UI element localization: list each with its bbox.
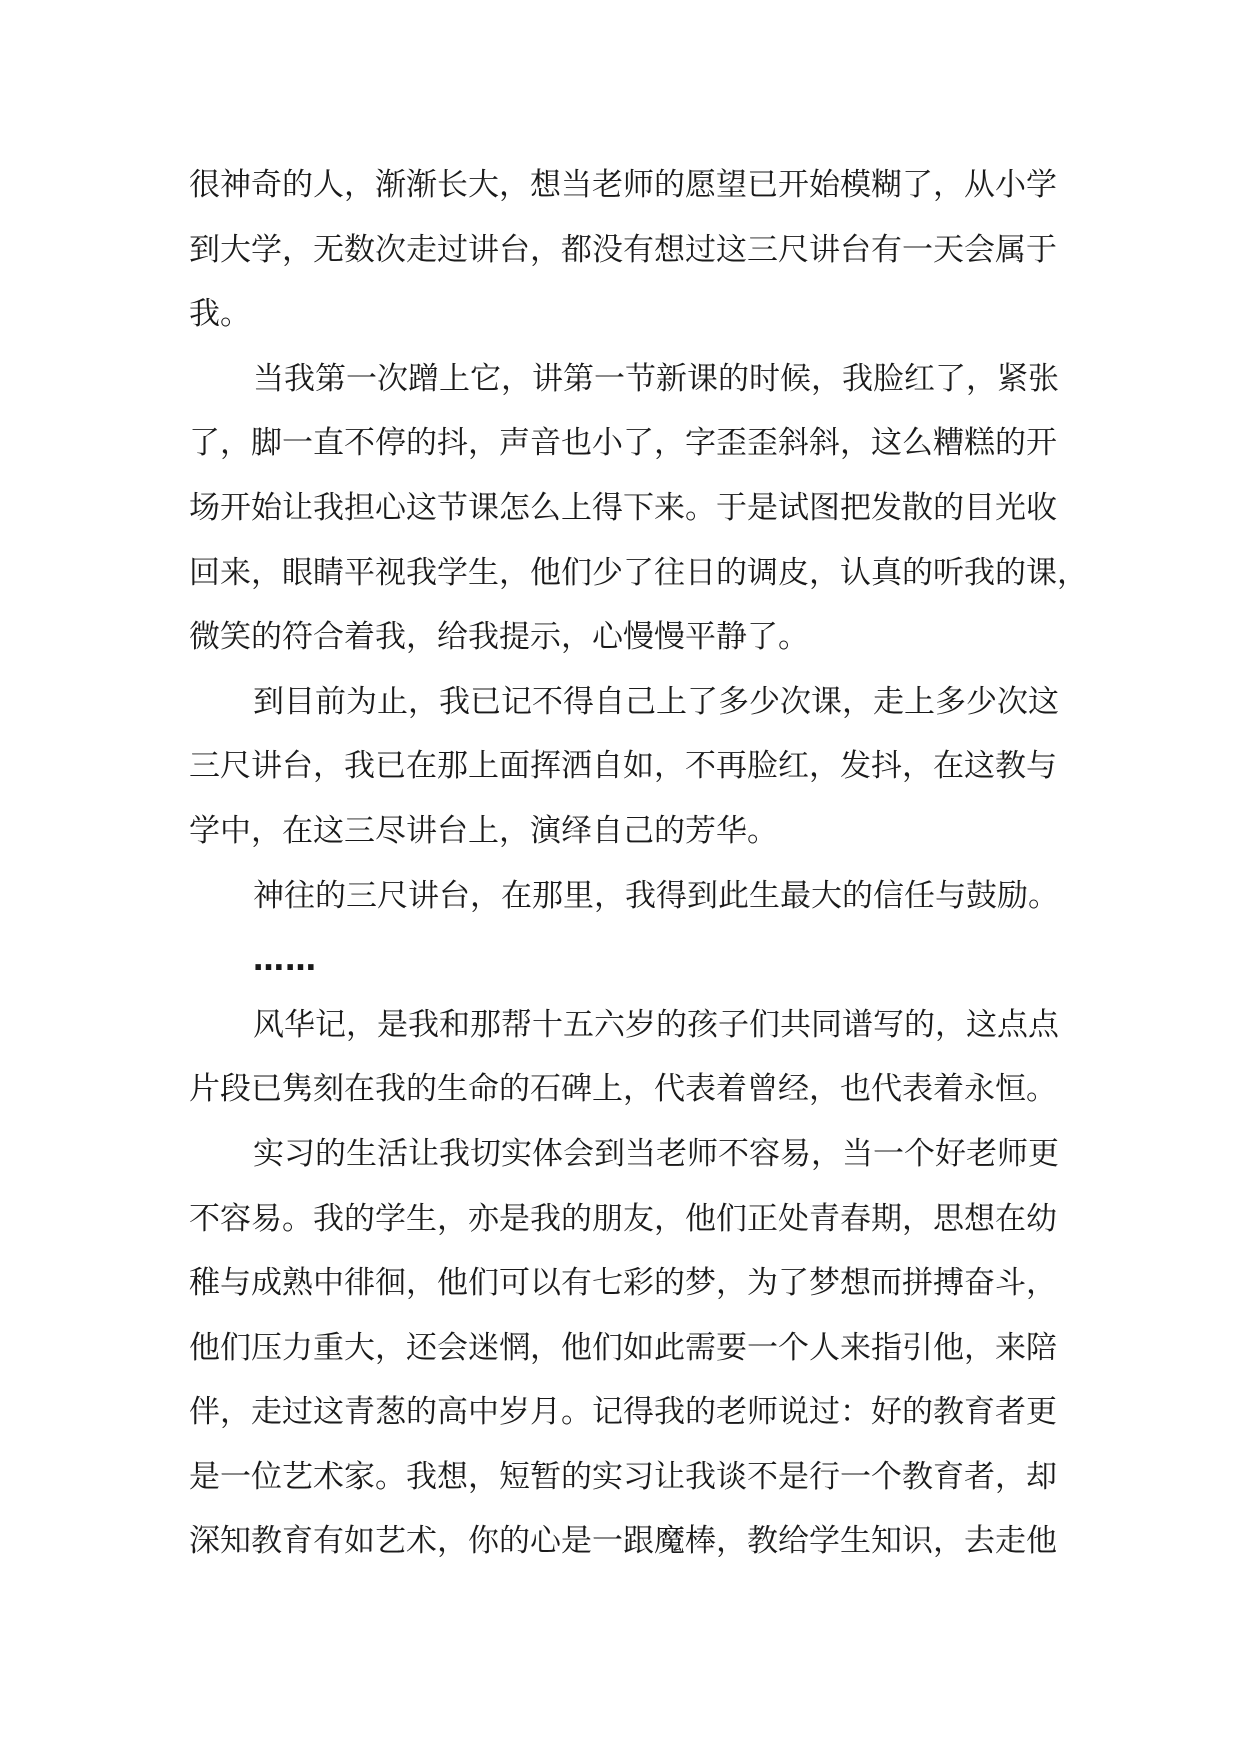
body-text [189, 153, 1089, 1574]
text-line: 深知教育有如艺术，你的心是一跟魔棒，教给学生知识，去走他 [189, 1523, 1057, 1560]
paragraph-first-line: 当我第一次蹭上它，讲第一节新课的时候，我脸红了，紧张 [253, 360, 1059, 397]
text-line: 稚与成熟中徘徊，他们可以有七彩的梦，为了梦想而拼搏奋斗， [189, 1265, 1057, 1302]
paragraph-first-line: 风华记，是我和那帮十五六岁的孩子们共同谱写的，这点点 [253, 1006, 1059, 1043]
text-line: 微笑的符合着我，给我提示，心慢慢平静了。 [189, 619, 809, 656]
text-line: 片段已隽刻在我的生命的石碑上，代表着曾经，也代表着永恒。 [189, 1071, 1057, 1108]
paragraph-first-line: 实习的生活让我切实体会到当老师不容易，当一个好老师更 [253, 1135, 1059, 1172]
text-line: 了，脚一直不停的抖，声音也小了，字歪歪斜斜，这么糟糕的开 [189, 425, 1057, 462]
text-line: 是一位艺术家。我想，短暂的实习让我谈不是行一个教育者，却 [189, 1458, 1057, 1495]
text-line: 到大学，无数次走过讲台，都没有想过这三尺讲台有一天会属于 [189, 231, 1057, 268]
paragraph-first-line: 到目前为止，我已记不得自己上了多少次课，走上多少次这 [253, 683, 1059, 720]
text-line: 很神奇的人，渐渐长大，想当老师的愿望已开始模糊了，从小学 [189, 167, 1057, 203]
paragraph-first-line: 神往的三尺讲台，在那里，我得到此生最大的信任与鼓励。 [253, 877, 1059, 914]
text-line: 回来，眼睛平视我学生，他们少了往日的调皮，认真的听我的课， [189, 554, 1088, 591]
ellipsis-separator: …… [253, 942, 317, 979]
text-line: 不容易。我的学生，亦是我的朋友，他们正处青春期，思想在幼 [189, 1200, 1057, 1237]
text-line: 学中，在这三尽讲台上，演绎自己的芳华。 [189, 812, 778, 849]
text-line: 伴，走过这青葱的高中岁月。记得我的老师说过：好的教育者更 [189, 1394, 1057, 1431]
text-line: 他们压力重大，还会迷惘，他们如此需要一个人来指引他，来陪 [189, 1329, 1057, 1366]
text-line: 场开始让我担心这节课怎么上得下来。于是试图把发散的目光收 [189, 489, 1057, 526]
text-line: 三尺讲台，我已在那上面挥洒自如，不再脸红，发抖，在这教与 [189, 748, 1057, 785]
text-line: 我。 [189, 296, 251, 333]
